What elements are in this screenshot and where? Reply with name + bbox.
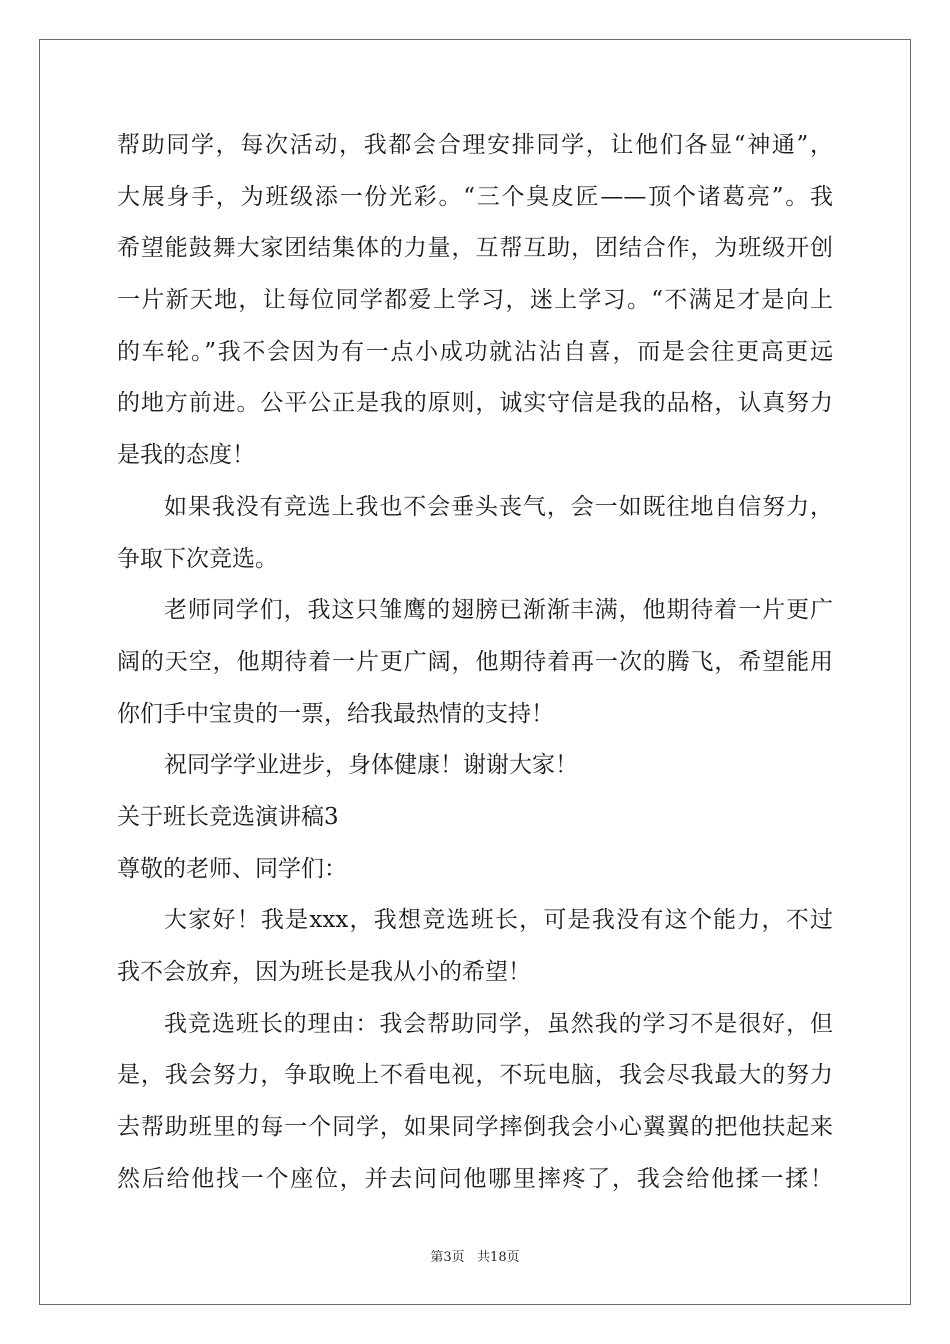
text-line: 帮助同学，每次活动，我都会合理安排同学，让他们各显“神通”， (117, 132, 833, 158)
paragraph-first-line: 我竞选班长的理由：我会帮助同学，虽然我的学习不是很好，但 (164, 1010, 833, 1037)
text-line: 是，我会努力，争取晚上不看电视，不玩电脑，我会尽我最大的努力 (117, 1062, 833, 1089)
text-line: 大展身手，为班级添一份光彩。“三个臭皮匠——顶个诸葛亮”。我 (117, 183, 833, 210)
salutation: 尊敬的老师、同学们： (117, 855, 347, 882)
text-line: 一片新天地，让每位同学都爱上学习，迷上学习。“不满足才是向上 (117, 287, 833, 314)
section-heading: 关于班长竞选演讲稿3 (117, 803, 339, 830)
text-line: 去帮助班里的每一个同学，如果同学摔倒我会小心翼翼的把他扶起来 (117, 1114, 833, 1141)
text-line: 我不会放弃，因为班长是我从小的希望！ (117, 959, 531, 985)
text-line: 的地方前进。公平公正是我的原则，诚实守信是我的品格，认真努力 (117, 390, 833, 417)
document-body (117, 120, 833, 1205)
text-line: 然后给他找一个座位，并去问问他哪里摔疼了，我会给他揉一揉！ (117, 1165, 833, 1192)
text-line: 是我的态度！ (117, 442, 255, 469)
text-line: 希望能鼓舞大家团结集体的力量，互帮互助，团结合作，为班级开创 (117, 235, 833, 262)
text-line: 阔的天空，他期待着一片更广阔，他期待着再一次的腾飞，希望能用 (117, 648, 833, 675)
paragraph-first-line: 祝同学学业进步，身体健康！谢谢大家！ (164, 752, 578, 779)
text-line: 的车轮。”我不会因为有一点小成功就沾沾自喜，而是会往更高更远 (117, 338, 833, 365)
paragraph-first-line: 老师同学们，我这只雏鹰的翅膀已渐渐丰满，他期待着一片更广 (164, 597, 833, 624)
page-number-footer: 第3页 共18页 (430, 1250, 520, 1265)
paragraph-first-line: 如果我没有竞选上我也不会垂头丧气，会一如既往地自信努力， (164, 493, 833, 520)
text-line: 争取下次竞选。 (117, 545, 278, 572)
text-line: 你们手中宝贵的一票，给我最热情的支持！ (117, 700, 554, 727)
paragraph-first-line: 大家好！我是xxx，我想竞选班长，可是我没有这个能力，不过 (164, 907, 833, 934)
